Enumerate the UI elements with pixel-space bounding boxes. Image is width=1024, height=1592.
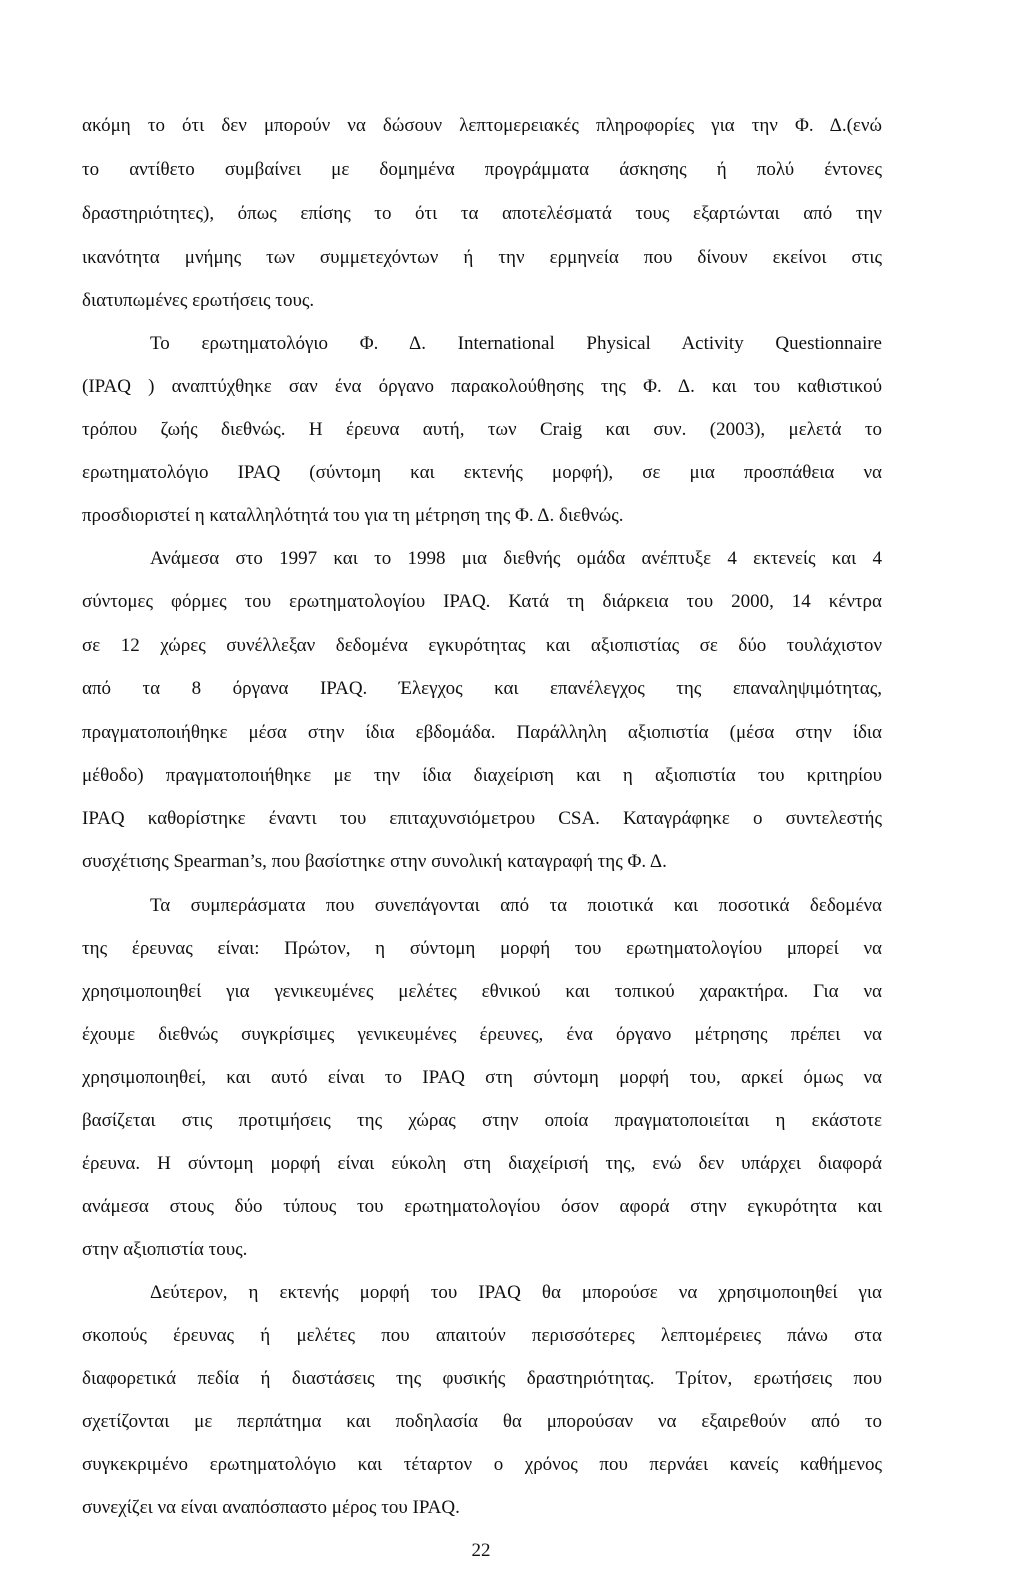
text-line: Το ερωτηματολόγιο Φ. Δ. International Physical Activity Questionnaire [150,333,882,354]
text-line: στην αξιοπιστία τους. [82,1239,248,1260]
text-line: χρησιμοποιηθεί, και αυτό είναι το IPAQ στη σύντομη μορφή του, αρκεί όμως να [82,1067,882,1088]
text-line: τρόπου ζωής διεθνώς. Η έρευνα αυτή, των Craig και συν. (2003), μελετά το [82,419,882,440]
text-line: συνεχίζει να είναι αναπόσπαστο μέρος του IPAQ. [82,1497,460,1518]
text-line: βασίζεται στις προτιμήσεις της χώρας στην οποία πραγματοποιείται η εκάστοτε [82,1110,882,1131]
text-line: χρησιμοποιηθεί για γενικευμένες μελέτες εθνικού και τοπικού χαρακτήρα. Για να [82,981,882,1002]
text-line: σκοπούς έρευνας ή μελέτες που απαιτούν περισσότερες λεπτομέρειες πάνω στα [82,1325,882,1346]
text-line: πραγματοποιήθηκε μέσα στην ίδια εβδομάδα. Παράλληλη αξιοπιστία (μέσα στην ίδια [82,722,882,743]
text-line: μέθοδο) πραγματοποιήθηκε με την ίδια διαχείριση και η αξιοπιστία του κριτηρίου [82,765,882,786]
text-line: IPAQ καθορίστηκε έναντι του επιταχυνσιόμετρου CSA. Καταγράφηκε ο συντελεστής [82,808,882,829]
text-line: (IPAQ ) αναπτύχθηκε σαν ένα όργανο παρακολούθησης της Φ. Δ. και του καθιστικού [82,376,882,397]
text-line: Δεύτερον, η εκτενής μορφή του IPAQ θα μπορούσε να χρησιμοποιηθεί για [150,1282,882,1303]
text-line: σύντομες φόρμες του ερωτηματολογίου IPAQ. Κατά τη διάρκεια του 2000, 14 κέντρα [82,591,882,612]
text-line: το αντίθετο συμβαίνει με δομημένα προγράμματα άσκησης ή πολύ έντονες [82,159,882,180]
text-line: συγκεκριμένο ερωτηματολόγιο και τέταρτον ο χρόνος που περνάει κανείς καθήμενος [82,1454,882,1475]
text-line: Τα συμπεράσματα που συνεπάγονται από τα ποιοτικά και ποσοτικά δεδομένα [150,895,882,916]
text-line: της έρευνας είναι: Πρώτον, η σύντομη μορφή του ερωτηματολογίου μπορεί να [82,938,882,959]
text-line: δραστηριότητες), όπως επίσης το ότι τα αποτελέσματά τους εξαρτώνται από την [82,203,882,224]
text-line: ερωτηματολόγιο IPAQ (σύντομη και εκτενής μορφή), σε μια προσπάθεια να [82,462,882,483]
text-line: έχουμε διεθνώς συγκρίσιμες γενικευμένες έρευνες, ένα όργανο μέτρησης πρέπει να [82,1024,882,1045]
text-line: ικανότητα μνήμης των συμμετεχόντων ή την ερμηνεία που δίνουν εκείνοι στις [82,247,882,268]
text-line: έρευνα. Η σύντομη μορφή είναι εύκολη στη διαχείρισή της, ενώ δεν υπάρχει διαφορά [82,1153,882,1174]
text-line: προσδιοριστεί η καταλληλότητά του για τη μέτρηση της Φ. Δ. διεθνώς. [82,505,624,526]
text-line: σε 12 χώρες συνέλλεξαν δεδομένα εγκυρότητας και αξιοπιστίας σε δύο τουλάχιστον [82,635,882,656]
text-line: ακόμη το ότι δεν μπορούν να δώσουν λεπτομερειακές πληροφορίες για την Φ. Δ.(ενώ [82,115,882,136]
text-line: συσχέτισης Spearman’s, που βασίστηκε στην συνολική καταγραφή της Φ. Δ. [82,851,667,872]
text-line: σχετίζονται με περπάτημα και ποδηλασία θα μπορούσαν να εξαιρεθούν από το [82,1411,882,1432]
page-number: 22 [471,1540,491,1561]
text-line: διαφορετικά πεδία ή διαστάσεις της φυσικής δραστηριότητας. Τρίτον, ερωτήσεις που [82,1368,882,1389]
text-line: ανάμεσα στους δύο τύπους του ερωτηματολογίου όσον αφορά στην εγκυρότητα και [82,1196,882,1217]
text-line: από τα 8 όργανα IPAQ. Έλεγχος και επανέλεγχος της επαναληψιμότητας, [82,678,882,699]
text-line: διατυπωμένες ερωτήσεις τους. [82,290,315,311]
text-line: Ανάμεσα στο 1997 και το 1998 μια διεθνής ομάδα ανέπτυξε 4 εκτενείς και 4 [150,548,882,569]
